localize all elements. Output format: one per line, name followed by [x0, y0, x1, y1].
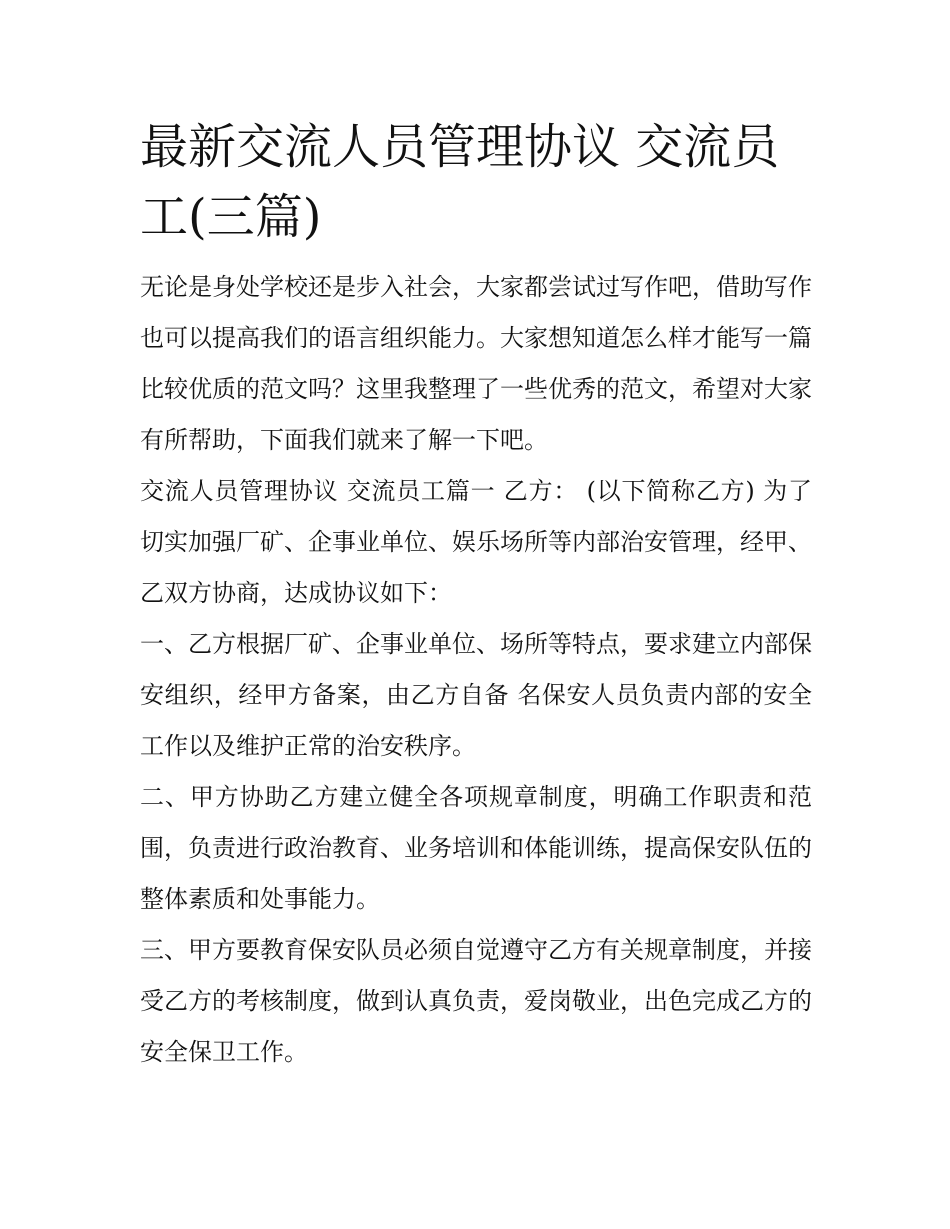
clause-one: 一、乙方根据厂矿、企事业单位、场所等特点，要求建立内部保安组织，经甲方备案，由乙方自备 名保安人员负责内部的安全工作以及维护正常的治安秩序。 [140, 630, 812, 760]
agreement-preamble: 交流人员管理协议 交流员工篇一 乙方： (以下简称乙方) 为了切实加强厂矿、企事业单位、娱乐场所等内部治安管理，经甲、乙双方协商，达成协议如下： [140, 477, 812, 607]
document-title: 最新交流人员管理协议 交流员工(三篇) [140, 119, 780, 245]
clause-three: 三、甲方要教育保安队员必须自觉遵守乙方有关规章制度，并接受乙方的考核制度，做到认真负责，爱岗敬业，出色完成乙方的安全保卫工作。 [140, 936, 812, 1066]
clause-two: 二、甲方协助乙方建立健全各项规章制度，明确工作职责和范围，负责进行政治教育、业务培训和体能训练，提高保安队伍的整体素质和处事能力。 [140, 783, 812, 913]
document-body [140, 112, 812, 1078]
intro-paragraph: 无论是身处学校还是步入社会，大家都尝试过写作吧，借助写作也可以提高我们的语言组织能力。大家想知道怎么样才能写一篇比较优质的范文吗？这里我整理了一些优秀的范文，希望对大家有所帮助，下面我们就来了解一下吧。 [140, 273, 812, 454]
